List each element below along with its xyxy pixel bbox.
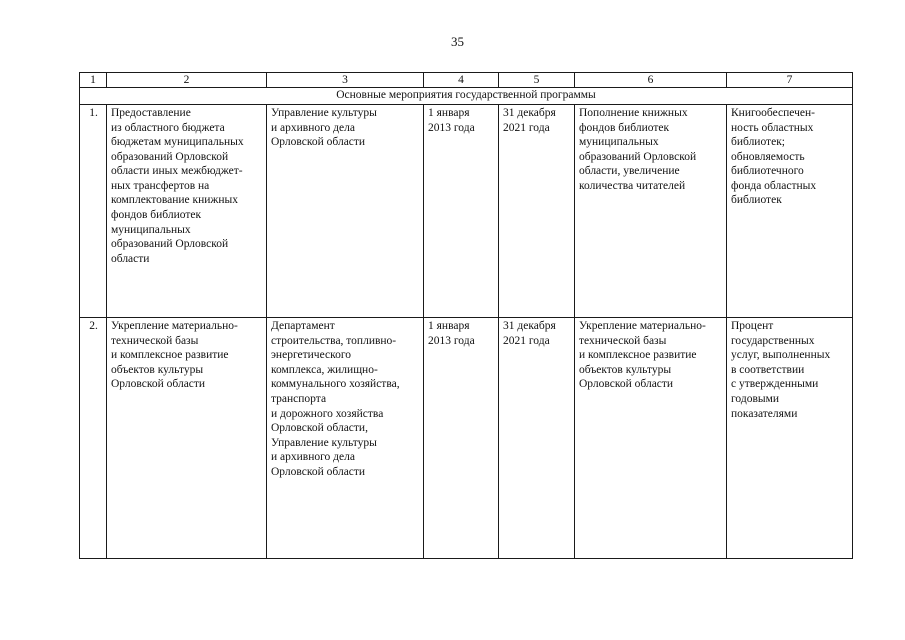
program-activities-table: [79, 72, 853, 559]
expected-result: Укрепление материально- технической базы и комплексное развитие объектов культуры Орловской области: [575, 318, 727, 559]
start-date: 1 января 2013 года: [424, 104, 499, 317]
row-number: 2.: [80, 318, 107, 559]
column-number: 6: [575, 73, 727, 88]
target-indicator: Книгообеспечен- ность областных библиотек; обновляемость библиотечного фонда областных библиотек: [727, 104, 853, 317]
section-title: Основные мероприятия государственной программы: [80, 88, 853, 104]
end-date: 31 декабря 2021 года: [499, 318, 575, 559]
column-number-row: [80, 73, 853, 88]
table-row: [80, 318, 853, 559]
responsible-executor: Департамент строительства, топливно- энергетического комплекса, жилищно- коммунального хозяйства, транспорта и дорожного хозяйства Орловской области, Управление культуры и архивного дела Орловской области: [267, 318, 424, 559]
table-row: [80, 104, 853, 317]
column-number: 7: [727, 73, 853, 88]
activity-name: Укрепление материально- технической базы и комплексное развитие объектов культуры Орловской области: [107, 318, 267, 559]
column-number: 3: [267, 73, 424, 88]
activity-name: Предоставление из областного бюджета бюджетам муниципальных образований Орловской области иных межбюджет- ных трансфертов на комплектование книжных фондов библиотек муниципальных образований Орловской области: [107, 104, 267, 317]
end-date: 31 декабря 2021 года: [499, 104, 575, 317]
column-number: 5: [499, 73, 575, 88]
column-number: 2: [107, 73, 267, 88]
target-indicator: Процент государственных услуг, выполненных в соответствии с утвержденными годовыми показателями: [727, 318, 853, 559]
section-header-row: [80, 88, 853, 104]
row-number: 1.: [80, 104, 107, 317]
start-date: 1 января 2013 года: [424, 318, 499, 559]
responsible-executor: Управление культуры и архивного дела Орловской области: [267, 104, 424, 317]
column-number: 1: [80, 73, 107, 88]
expected-result: Пополнение книжных фондов библиотек муниципальных образований Орловской области, увеличение количества читателей: [575, 104, 727, 317]
column-number: 4: [424, 73, 499, 88]
page-number: 35: [451, 34, 464, 49]
